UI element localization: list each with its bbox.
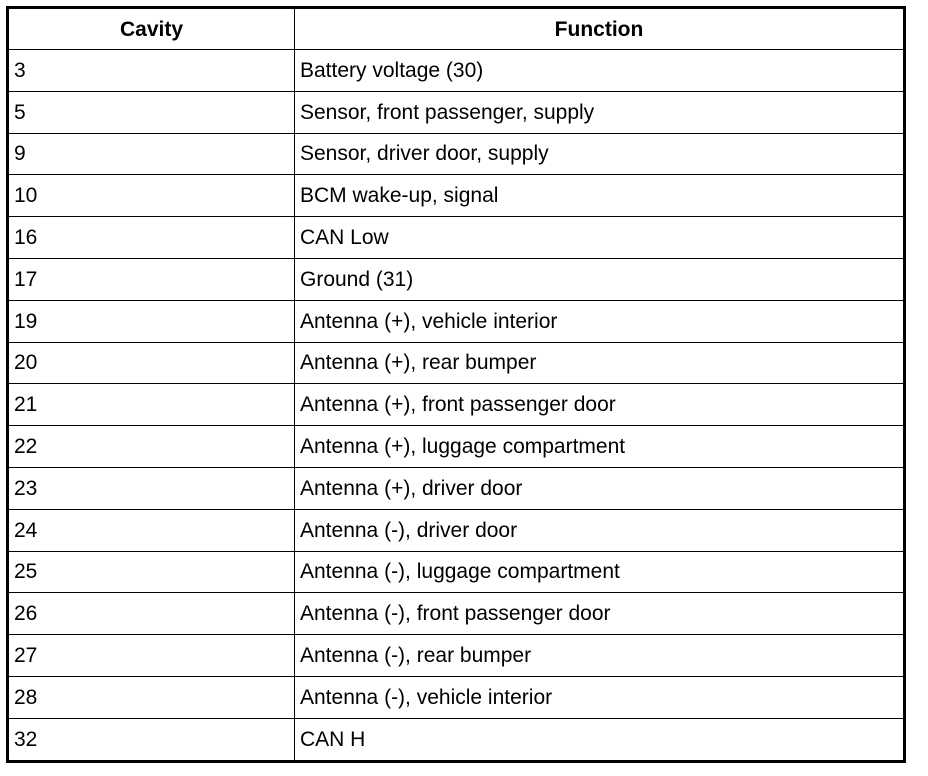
cavity-function-table-container: [6, 6, 906, 763]
function-cell: Antenna (+), front passenger door: [295, 384, 905, 426]
cavity-cell: 10: [8, 175, 295, 217]
function-cell: Antenna (-), driver door: [295, 509, 905, 551]
cavity-cell: 17: [8, 258, 295, 300]
function-cell: CAN H: [295, 718, 905, 761]
table-row: [8, 426, 905, 468]
table-row: [8, 718, 905, 761]
function-cell: Antenna (+), vehicle interior: [295, 300, 905, 342]
cavity-cell: 32: [8, 718, 295, 761]
function-cell: BCM wake-up, signal: [295, 175, 905, 217]
cavity-function-table: [6, 6, 906, 763]
table-row: [8, 593, 905, 635]
table-row: [8, 175, 905, 217]
cavity-cell: 28: [8, 676, 295, 718]
table-row: [8, 635, 905, 677]
table-row: [8, 676, 905, 718]
cavity-cell: 16: [8, 217, 295, 259]
cavity-cell: 3: [8, 50, 295, 92]
table-row: [8, 467, 905, 509]
function-cell: Antenna (-), luggage compartment: [295, 551, 905, 593]
table-row: [8, 551, 905, 593]
table-row: [8, 133, 905, 175]
function-cell: Antenna (-), rear bumper: [295, 635, 905, 677]
function-cell: Antenna (-), vehicle interior: [295, 676, 905, 718]
table-row: [8, 217, 905, 259]
cavity-cell: 19: [8, 300, 295, 342]
cavity-cell: 26: [8, 593, 295, 635]
cavity-cell: 23: [8, 467, 295, 509]
function-cell: Antenna (+), rear bumper: [295, 342, 905, 384]
cavity-cell: 24: [8, 509, 295, 551]
function-cell: Antenna (+), luggage compartment: [295, 426, 905, 468]
function-cell: Antenna (-), front passenger door: [295, 593, 905, 635]
table-row: [8, 509, 905, 551]
table-header-row: [8, 8, 905, 50]
table-row: [8, 91, 905, 133]
function-cell: Sensor, driver door, supply: [295, 133, 905, 175]
table-row: [8, 300, 905, 342]
header-function: Function: [295, 8, 905, 50]
table-row: [8, 384, 905, 426]
table-row: [8, 50, 905, 92]
function-cell: CAN Low: [295, 217, 905, 259]
table-row: [8, 258, 905, 300]
function-cell: Sensor, front passenger, supply: [295, 91, 905, 133]
header-cavity: Cavity: [8, 8, 295, 50]
cavity-cell: 21: [8, 384, 295, 426]
cavity-cell: 20: [8, 342, 295, 384]
cavity-cell: 5: [8, 91, 295, 133]
cavity-cell: 27: [8, 635, 295, 677]
cavity-cell: 9: [8, 133, 295, 175]
function-cell: Ground (31): [295, 258, 905, 300]
table-row: [8, 342, 905, 384]
table-body: [8, 50, 905, 762]
function-cell: Antenna (+), driver door: [295, 467, 905, 509]
cavity-cell: 25: [8, 551, 295, 593]
function-cell: Battery voltage (30): [295, 50, 905, 92]
cavity-cell: 22: [8, 426, 295, 468]
